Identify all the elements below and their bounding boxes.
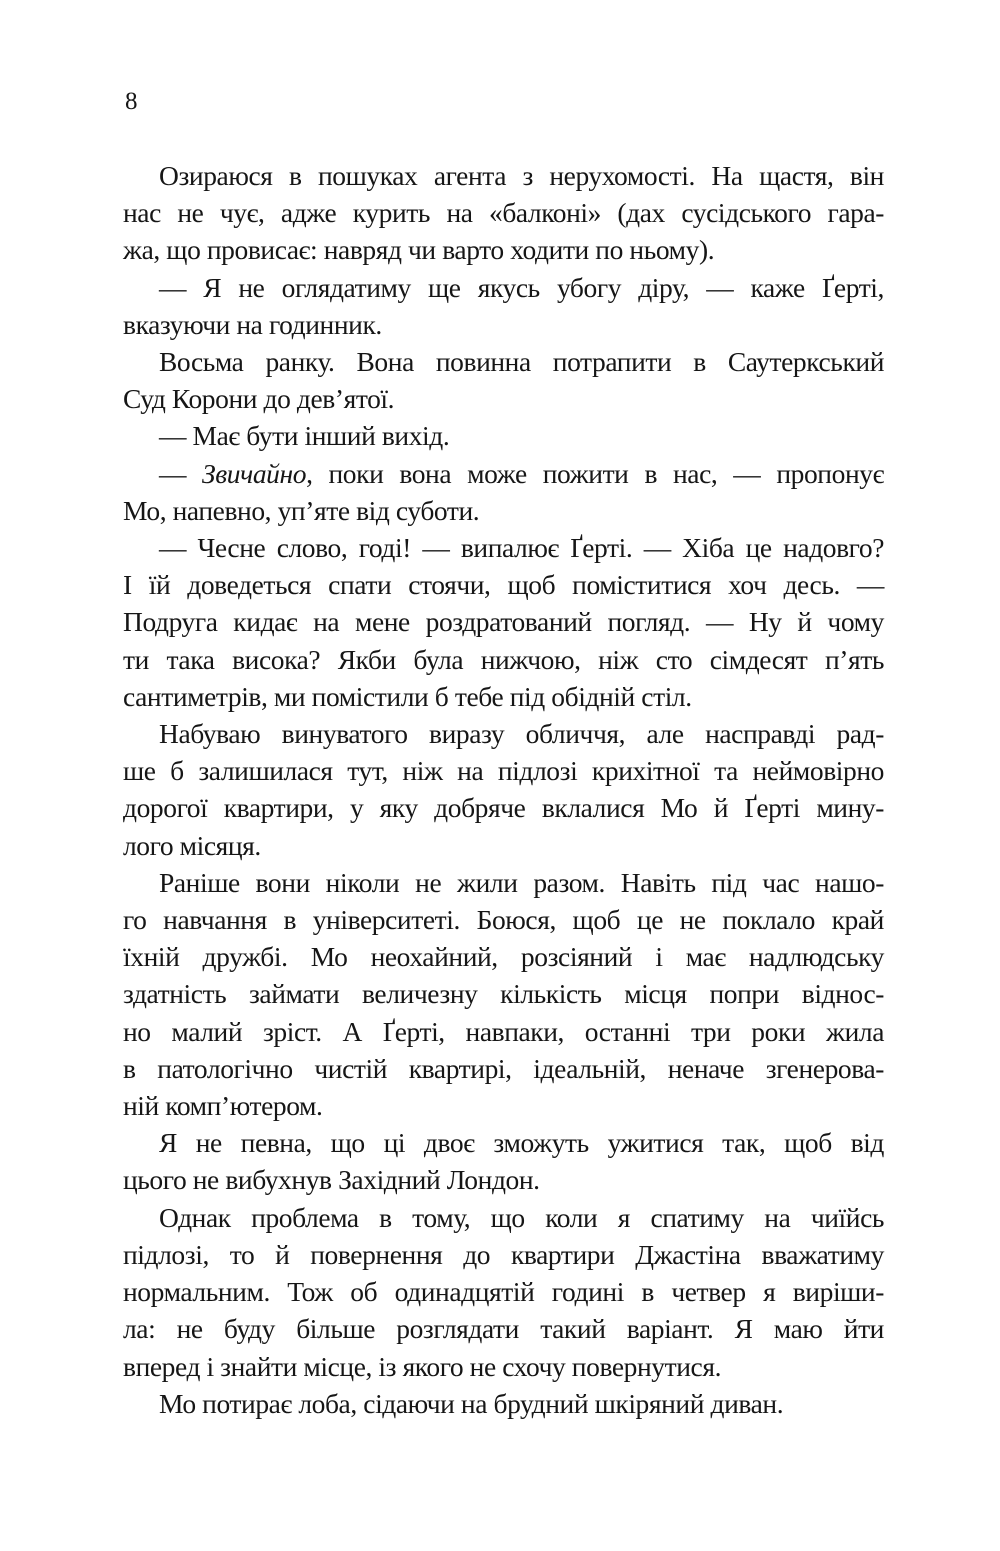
text-line: Восьма ранку. Вона повинна потрапити в Саутеркський (159, 346, 884, 378)
text-line: — Я не оглядатиму ще якусь убогу діру, — каже Ґерті, (159, 271, 884, 303)
text-line: — Має бути інший вихід. (159, 420, 450, 452)
text-line: вказуючи на годинник. (123, 308, 382, 340)
text-line: Набуваю винуватого виразу обличчя, але насправді рад- (159, 718, 884, 750)
text-line: — Звичайно, поки вона може пожити в нас, — пропонує (159, 457, 884, 489)
paragraph (123, 864, 884, 1124)
text-line: сантиметрів, ми помістили б тебе під обідній стіл. (123, 680, 692, 712)
paragraph (123, 715, 884, 864)
paragraph (123, 343, 884, 417)
text-line: здатність займати величезну кількість місця попри віднос- (123, 978, 884, 1010)
text-line: І їй доведеться спати стоячи, щоб поміститися хоч десь. — (123, 569, 884, 601)
text-line: Суд Корони до дев’ятої. (123, 383, 395, 415)
text-line: вперед і знайти місце, із якого не схочу повернутися. (123, 1350, 722, 1382)
paragraph (123, 529, 884, 715)
paragraph (123, 417, 884, 454)
text-line: ла: не буду більше розглядати такий варіант. Я маю йти (123, 1313, 884, 1345)
paragraph (123, 1124, 884, 1198)
text-line: цього не вибухнув Західний Лондон. (123, 1164, 540, 1196)
body-text (123, 157, 884, 1422)
text-line: Озираюся в пошуках агента з нерухомості. На щастя, він (159, 160, 884, 191)
text-line: Однак проблема в тому, що коли я спатиму на чиїйсь (159, 1201, 884, 1233)
text-line: Мо потирає лоба, сідаючи на брудний шкіряний диван. (159, 1387, 784, 1419)
text-line: їхній дружбі. Мо неохайний, розсіяний і має надлюдську (123, 941, 884, 973)
paragraph (123, 455, 884, 529)
text-line: нас не чує, адже курить на «балконі» (дах сусідського гара- (123, 197, 884, 229)
text-line: Мо, напевно, уп’яте від суботи. (123, 494, 480, 526)
text-line: Я не певна, що ці двоє зможуть ужитися так, щоб від (159, 1127, 884, 1159)
text-line: Раніше вони ніколи не жили разом. Навіть під час нашо- (159, 866, 884, 898)
text-line: ше б залишилася тут, ніж на підлозі крихітної та неймовірно (123, 755, 884, 787)
paragraph (123, 1385, 884, 1422)
text-line: го навчання в університеті. Боюся, щоб це не поклало край (123, 904, 884, 936)
text-line: дорогої квартири, у яку добряче вклалися Мо й Ґерті мину- (123, 792, 884, 824)
text-line: ній комп’ютером. (123, 1090, 323, 1122)
text-line: підлозі, то й повернення до квартири Джастіна вважатиму (123, 1238, 884, 1270)
paragraph (123, 269, 884, 343)
paragraph (123, 157, 884, 269)
text-line: Подруга кидає на мене роздратований погляд. — Ну й чому (123, 606, 884, 638)
text-line: в патологічно чистій квартирі, ідеальній, неначе згенерова- (123, 1052, 884, 1084)
text-line: нормальним. Тож об одинадцятій годині в четвер я виріши- (123, 1276, 884, 1308)
paragraph (123, 1199, 884, 1385)
page-number: 8 (125, 88, 138, 115)
text-line: — Чесне слово, годі! — випалює Ґерті. — Хіба це надовго? (159, 532, 884, 564)
text-line: лого місяця. (123, 829, 261, 861)
text-line: ти така висока? Якби була нижчою, ніж сто сімдесят п’ять (123, 643, 884, 675)
text-line: но малий зріст. А Ґерті, навпаки, останні три роки жила (123, 1015, 884, 1047)
text-line: жа, що провисає: навряд чи варто ходити по ньому). (123, 234, 715, 266)
